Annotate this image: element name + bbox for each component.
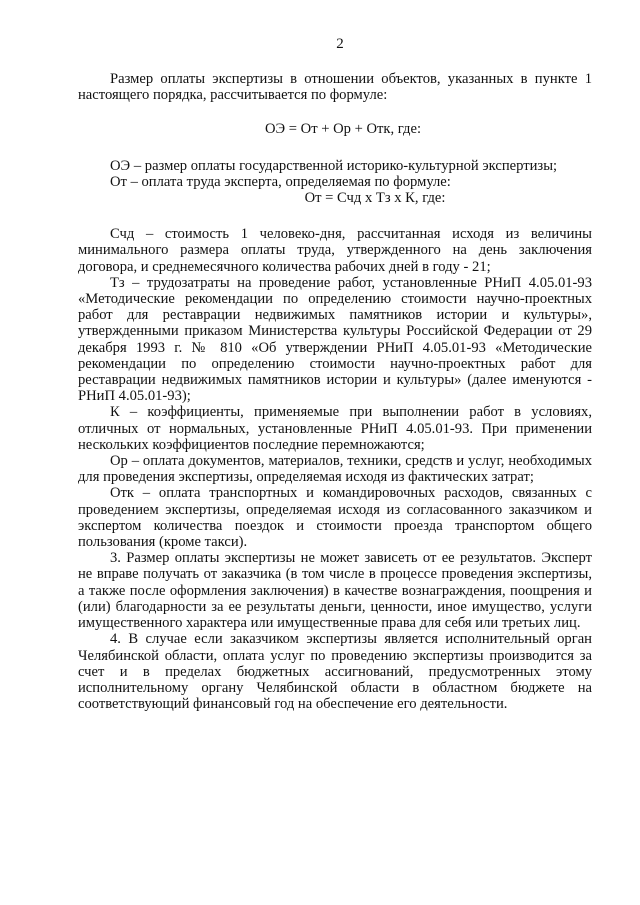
formula-oe: ОЭ = От + Ор + Отк, где: bbox=[264, 121, 422, 138]
definition-tz: Тз – трудозатраты на проведение работ, установленные РНиП 4.05.01-93 «Методические рекомендации по определению стоимости научно-проектных работ для реставрации недвижимых памятников истории и культуры», утвержденными приказом Министерства культуры Российской Федерации от 29 декабря 1993 г. № 810 «Об утверждении РНиП 4.05.01-93 «Методические рекомендации по определению стоимости научно-проектных работ для реставрации недвижимых памятников истории и культуры» (далее именуются - РНиП 4.05.01-93); bbox=[78, 274, 592, 405]
paragraph-item-4: 4. В случае если заказчиком экспертизы является исполнительный орган Челябинской области, оплата услуг по проведению экспертизы производится за счет и в пределах бюджетных ассигнований, предусмотренных этому исполнительному органу Челябинской области в областном бюджете на соответствующий финансовый год на обеспечение его деятельности. bbox=[78, 631, 592, 713]
definition-otk: Отк – оплата транспортных и командировочных расходов, связанных с проведением экспертизы, определяемая исходя из согласованного заказчиком и экспертом количества поездок и стоимости проезда транспортом общего пользования (кроме такси). bbox=[78, 485, 592, 551]
formula-ot: От = Счд х Тз х К, где: bbox=[304, 190, 446, 207]
paragraph-intro: Размер оплаты экспертизы в отношении объектов, указанных в пункте 1 настоящего порядка, рассчитывается по формуле: bbox=[78, 71, 592, 104]
definition-ot: От – оплата труда эксперта, определяемая по формуле: bbox=[110, 173, 451, 190]
page-number: 2 bbox=[336, 36, 344, 52]
definition-schd: Счд – стоимость 1 человеко-дня, рассчитанная исходя из величины минимального размера оплаты труда, утвержденного на день заключения договора, и среднемесячного количества рабочих дней в году - 21; bbox=[78, 226, 592, 275]
definition-oe: ОЭ – размер оплаты государственной историко-культурной экспертизы; bbox=[110, 157, 558, 174]
definition-or: Ор – оплата документов, материалов, техники, средств и услуг, необходимых для проведения экспертизы, определяемая исходя из фактических затрат; bbox=[78, 453, 592, 486]
definition-k: К – коэффициенты, применяемые при выполнении работ в условиях, отличных от нормальных, установленные РНиП 4.05.01-93. При применении нескольких коэффициентов последние перемножаются; bbox=[78, 404, 592, 453]
paragraph-item-3: 3. Размер оплаты экспертизы не может зависеть от ее результатов. Эксперт не вправе получать от заказчика (в том числе в процессе проведения экспертизы, а также после оформления заключения) в качестве вознаграждения, поощрения и (или) благодарности за ее результаты деньги, ценности, иное имущество, услуги имущественного характера или имущественные права для себя или третьих лиц. bbox=[78, 550, 592, 632]
